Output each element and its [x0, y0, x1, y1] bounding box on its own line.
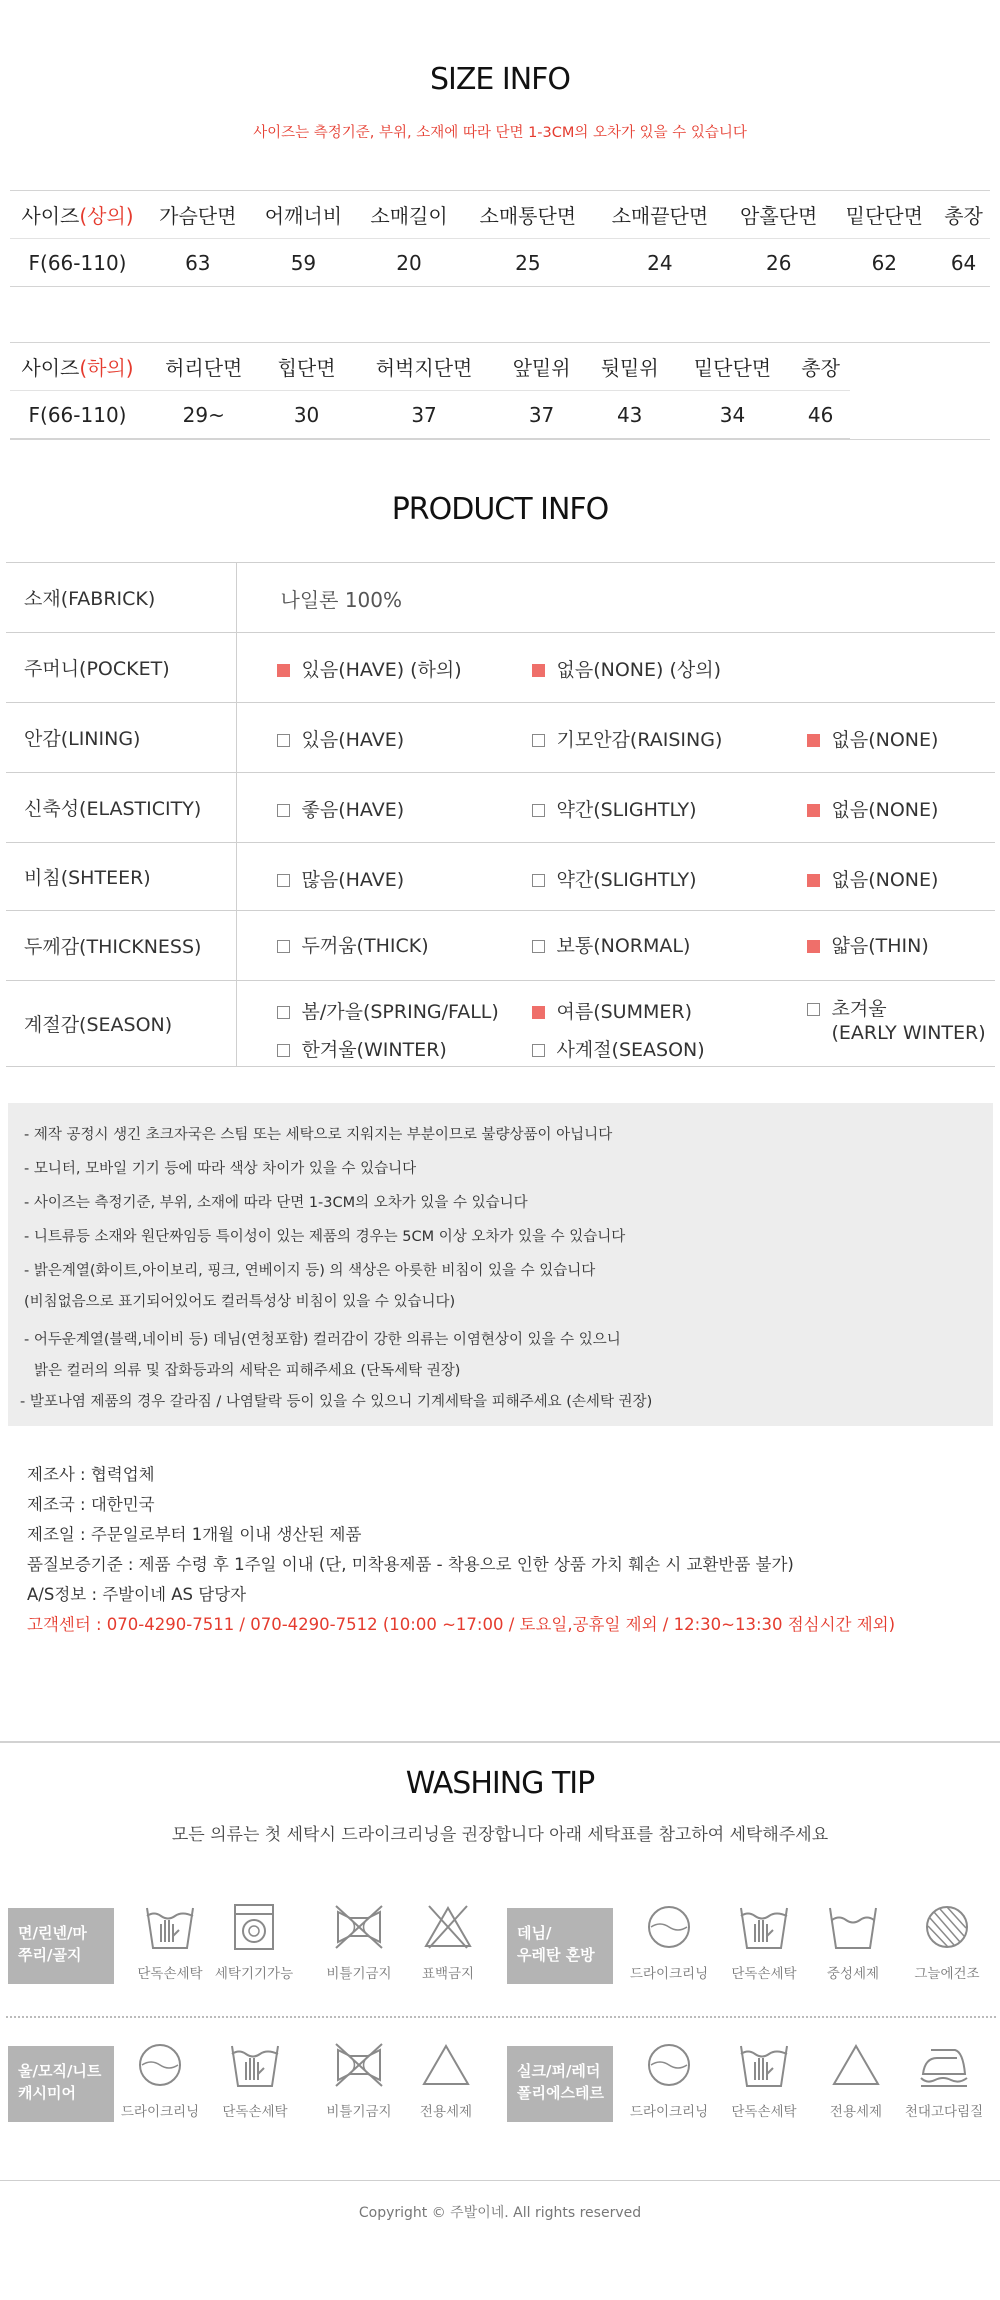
- wash-item: 세탁기기가능: [206, 1902, 302, 1982]
- quality-info: 품질보증기준 : 제품 수령 후 1주일 이내 (단, 미착용제품 - 착용으로 인한 상품 가치 훼손 시 교환반품 불가): [27, 1555, 794, 1574]
- copyright-text: Copyright © 주발이네. All rights reserved: [358, 2205, 642, 2221]
- dotted-separator: [6, 2016, 996, 2018]
- fabric-value-cell: [236, 563, 995, 633]
- size-info-title: SIZE INFO: [429, 62, 571, 97]
- value-cell: 59: [251, 239, 357, 287]
- wash-item: 단독손세탁: [207, 2040, 303, 2120]
- footer-divider: [0, 2180, 1000, 2181]
- table-row: [10, 391, 850, 439]
- iron-with-cloth-icon: [917, 2040, 971, 2090]
- hand-wash-icon: [737, 2040, 791, 2090]
- season-option-all-season: 사계절(SEASON): [532, 1035, 705, 1062]
- checkbox-empty: [277, 1044, 290, 1057]
- wash-item: 전용세제: [808, 2040, 904, 2120]
- dry-clean-icon: [642, 1902, 696, 1952]
- header-cell: 가슴단면: [145, 191, 251, 239]
- season-option-summer: 여름(SUMMER): [532, 997, 693, 1024]
- pocket-label: 주머니(POCKET): [6, 633, 236, 703]
- header-cell: 힙단면: [262, 343, 350, 391]
- table-row: [10, 239, 990, 287]
- header-cell: 밑단단면: [674, 343, 791, 391]
- header-cell: 총장: [937, 191, 990, 239]
- maker-info: 제조사 : 협력업체: [27, 1465, 155, 1484]
- value-cell: 25: [462, 239, 594, 287]
- notice-line: 밝은 컬러의 의류 및 잡화등과의 세탁은 피해주세요 (단독세탁 권장): [34, 1363, 461, 1379]
- value-cell: 37: [497, 391, 585, 439]
- notice-line: - 제작 공정시 생긴 초크자국은 스팀 또는 세탁으로 지워지는 부분이므로 불량상품이 아닙니다: [24, 1127, 613, 1143]
- special-detergent-icon: [829, 2040, 883, 2090]
- checkbox-checked: [807, 874, 820, 887]
- checkbox-empty: [532, 1044, 545, 1057]
- header-cell: 허벅지단면: [351, 343, 498, 391]
- checkbox-empty: [277, 734, 290, 747]
- lining-option-have: 있음(HAVE): [277, 725, 405, 752]
- dry-clean-icon: [642, 2040, 696, 2090]
- lining-option-raising: 기모안감(RAISING): [532, 725, 723, 752]
- section-divider: [0, 1741, 1000, 1743]
- value-cell: 62: [832, 239, 938, 287]
- wash-item: 단독손세탁: [122, 1902, 218, 1982]
- top-size-table: [10, 190, 990, 287]
- wash-item: 드라이크리닝: [621, 1902, 717, 1982]
- wash-item: 중성세제: [805, 1902, 901, 1982]
- no-bleach-icon: [421, 1902, 475, 1952]
- fabric-value: 나일론 100%: [280, 588, 402, 612]
- elasticity-option-none: 없음(NONE): [807, 795, 939, 822]
- dry-in-shade-icon: [920, 1902, 974, 1952]
- date-info: 제조일 : 주문일로부터 1개월 이내 생산된 제품: [27, 1525, 362, 1544]
- notice-line: (비침없음으로 표기되어있어도 컬러특성상 비침이 있을 수 있습니다): [24, 1294, 456, 1310]
- checkbox-empty: [532, 940, 545, 953]
- value-cell: 26: [726, 239, 832, 287]
- value-cell: 29~: [145, 391, 262, 439]
- washing-machine-icon: [227, 1902, 281, 1952]
- wash-item: 비틀기금지: [311, 2040, 407, 2120]
- wash-item: 그늘에건조: [899, 1902, 995, 1982]
- table-header-row: [10, 191, 990, 239]
- checkbox-empty: [807, 1003, 820, 1016]
- customer-center-info: 고객센터 : 070-4290-7511 / 070-4290-7512 (10:00 ~17:00 / 토요일,공휴일 제외 / 12:30~13:30 점심시간 제외): [27, 1615, 896, 1634]
- as-info: A/S정보 : 주발이네 AS 담당자: [27, 1585, 247, 1604]
- row-label: F(66-110): [10, 391, 145, 439]
- table-bottom-rule: [10, 439, 990, 440]
- checkbox-empty: [532, 734, 545, 747]
- lining-label: 안감(LINING): [6, 703, 236, 773]
- season-option-early-winter: 초겨울 (EARLY WINTER): [807, 997, 986, 1045]
- value-cell: 64: [937, 239, 990, 287]
- wash-item: 드라이크리닝: [621, 2040, 717, 2120]
- pocket-option-have: 있음(HAVE) (하의): [277, 655, 462, 682]
- country-info: 제조국 : 대한민국: [27, 1495, 155, 1514]
- elasticity-option-slightly: 약간(SLIGHTLY): [532, 795, 697, 822]
- notice-line: - 어두운계열(블랙,네이비 등) 데님(연청포함) 컬러감이 강한 의류는 이염현상이 있을 수 있으니: [24, 1332, 621, 1348]
- product-info-table: [6, 562, 995, 1067]
- pocket-row: [6, 633, 995, 703]
- checkbox-checked: [807, 804, 820, 817]
- header-cell: 소매길이: [356, 191, 462, 239]
- size-info-notice: 사이즈는 측정기준, 부위, 소재에 따라 단면 1-3CM의 오차가 있을 수 있습니다: [253, 125, 747, 141]
- thickness-label: 두께감(THICKNESS): [6, 911, 236, 981]
- checkbox-checked: [532, 664, 545, 677]
- category-silk-fur-leather: 실크/퍼/레더 폴리에스테르: [507, 2046, 613, 2122]
- pocket-option-none: 없음(NONE) (상의): [532, 655, 722, 682]
- wash-item: 드라이크리닝: [112, 2040, 208, 2120]
- category-cotton-linen: 면/린넨/마 쭈리/골지: [8, 1908, 114, 1984]
- header-cell: 암홀단면: [726, 191, 832, 239]
- washing-tip-title: WASHING TIP: [405, 1766, 595, 1801]
- wash-item: 천대고다림질: [896, 2040, 992, 2120]
- no-wring-icon: [332, 2040, 386, 2090]
- season-label: 계절감(SEASON): [6, 981, 236, 1067]
- value-cell: 63: [145, 239, 251, 287]
- checkbox-checked: [532, 1006, 545, 1019]
- sheer-row: [6, 843, 995, 911]
- season-option-winter: 한겨울(WINTER): [277, 1035, 447, 1062]
- elasticity-label: 신축성(ELASTICITY): [6, 773, 236, 843]
- value-cell: 30: [262, 391, 350, 439]
- wash-item: 전용세제: [398, 2040, 494, 2120]
- notice-box: [8, 1103, 993, 1426]
- header-cell: 어깨너비: [251, 191, 357, 239]
- checkbox-checked: [807, 940, 820, 953]
- table-top-rule: [10, 342, 990, 343]
- elasticity-row: [6, 773, 995, 843]
- notice-line: - 밝은계열(화이트,아이보리, 핑크, 연베이지 등) 의 색상은 아릇한 비침이 있을 수 있습니다: [24, 1263, 596, 1279]
- checkbox-checked: [277, 664, 290, 677]
- wash-item: 비틀기금지: [311, 1902, 407, 1982]
- dry-clean-icon: [133, 2040, 187, 2090]
- checkbox-empty: [532, 804, 545, 817]
- elasticity-option-have: 좋음(HAVE): [277, 795, 405, 822]
- header-cell: 소매끝단면: [594, 191, 726, 239]
- hand-wash-icon: [143, 1902, 197, 1952]
- sheer-option-none: 없음(NONE): [807, 865, 939, 892]
- thickness-option-thin: 얇음(THIN): [807, 931, 929, 958]
- header-cell: 허리단면: [145, 343, 262, 391]
- bottom-size-table: [10, 342, 850, 439]
- neutral-detergent-icon: [826, 1902, 880, 1952]
- checkbox-empty: [277, 940, 290, 953]
- size-label-bottom: 사이즈(하의): [10, 343, 145, 391]
- notice-line: - 사이즈는 측정기준, 부위, 소재에 따라 단면 1-3CM의 오차가 있을 수 있습니다: [24, 1195, 528, 1211]
- value-cell: 20: [356, 239, 462, 287]
- table-header-row: [10, 343, 850, 391]
- header-cell: 소매통단면: [462, 191, 594, 239]
- thickness-option-normal: 보통(NORMAL): [532, 931, 691, 958]
- fabric-row: [6, 563, 995, 633]
- thickness-option-thick: 두꺼움(THICK): [277, 931, 429, 958]
- thickness-row: [6, 911, 995, 981]
- no-wring-icon: [332, 1902, 386, 1952]
- value-cell: 24: [594, 239, 726, 287]
- notice-line: - 니트류등 소재와 원단짜임등 특이성이 있는 제품의 경우는 5CM 이상 오차가 있을 수 있습니다: [24, 1229, 626, 1245]
- checkbox-empty: [277, 804, 290, 817]
- hand-wash-icon: [228, 2040, 282, 2090]
- lining-row: [6, 703, 995, 773]
- header-cell: 앞밑위: [497, 343, 585, 391]
- value-cell: 43: [586, 391, 674, 439]
- wash-item: 단독손세탁: [716, 1902, 812, 1982]
- hand-wash-icon: [737, 1902, 791, 1952]
- season-row: [6, 981, 995, 1067]
- product-info-title: PRODUCT INFO: [391, 492, 609, 527]
- category-denim-urethane: 데님/ 우레탄 혼방: [507, 1908, 613, 1984]
- wash-item: 표백금지: [400, 1902, 496, 1982]
- season-option-spring-fall: 봄/가을(SPRING/FALL): [277, 997, 499, 1024]
- washing-tip-subtitle: 모든 의류는 첫 세탁시 드라이크리닝을 권장합니다 아래 세탁표를 참고하여 세탁해주세요: [171, 1825, 829, 1845]
- value-cell: 34: [674, 391, 791, 439]
- header-cell: 밑단단면: [832, 191, 938, 239]
- header-cell: 총장: [791, 343, 850, 391]
- checkbox-empty: [277, 1006, 290, 1019]
- value-cell: 46: [791, 391, 850, 439]
- sheer-option-have: 많음(HAVE): [277, 865, 405, 892]
- value-cell: 37: [351, 391, 498, 439]
- checkbox-checked: [807, 734, 820, 747]
- notice-line: - 모니터, 모바일 기기 등에 따라 색상 차이가 있을 수 있습니다: [24, 1161, 417, 1177]
- fabric-label: 소재(FABRICK): [6, 563, 236, 633]
- header-cell: 뒷밑위: [586, 343, 674, 391]
- row-label: F(66-110): [10, 239, 145, 287]
- category-wool-knit: 울/모직/니트 캐시미어: [8, 2046, 114, 2122]
- sheer-label: 비침(SHTEER): [6, 843, 236, 911]
- size-label-top: 사이즈(상의): [10, 191, 145, 239]
- special-detergent-icon: [419, 2040, 473, 2090]
- wash-item: 단독손세탁: [716, 2040, 812, 2120]
- sheer-option-slightly: 약간(SLIGHTLY): [532, 865, 697, 892]
- checkbox-empty: [277, 874, 290, 887]
- lining-option-none: 없음(NONE): [807, 725, 939, 752]
- checkbox-empty: [532, 874, 545, 887]
- notice-line: - 발포나염 제품의 경우 갈라짐 / 나염탈락 등이 있을 수 있으니 기계세탁을 피해주세요 (손세탁 권장): [20, 1394, 653, 1410]
